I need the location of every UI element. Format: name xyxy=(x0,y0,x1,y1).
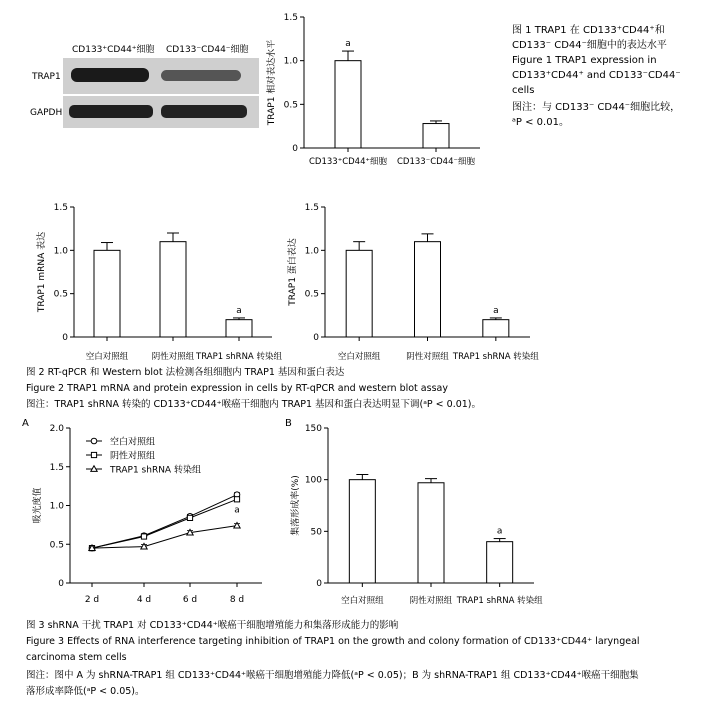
y-tick-label: 0 xyxy=(58,579,64,589)
y-tick-label: 0.5 xyxy=(49,540,64,551)
significance-label: a xyxy=(234,505,240,516)
caption-line: 图注：图中 A 为 shRNA-TRAP1 组 CD133⁺CD44⁺喉癌干细胞增殖能力降低(ᵃP < 0.05)；B 为 shRNA-TRAP1 组 CD133⁺CD44⁺喉癌干细胞集 xyxy=(26,670,639,681)
significance-label: a xyxy=(236,305,242,316)
category-label: TRAP1 shRNA 转染组 xyxy=(452,352,539,362)
legend-label: TRAP1 shRNA 转染组 xyxy=(110,465,201,476)
category-label: 空白对照组 xyxy=(337,352,381,362)
caption-line: 图注：TRAP1 shRNA 转染的 CD133⁺CD44⁺喉癌干细胞内 TRAP1 基因和蛋白表达明显下调(ᵃP < 0.01)。 xyxy=(26,399,482,410)
y-axis-label: TRAP1 mRNA 表达 xyxy=(37,231,47,313)
y-axis-label: TRAP1 相对表达水平 xyxy=(267,39,277,126)
category-label: TRAP1 shRNA 转染组 xyxy=(456,596,543,606)
caption-line: ᵃP < 0.01。 xyxy=(512,117,569,128)
category-label: 阴性对照组 xyxy=(406,352,449,362)
y-tick-label: 0 xyxy=(313,333,319,343)
bar xyxy=(487,542,513,583)
y-tick-label: 0 xyxy=(62,333,68,343)
caption-line: CD133⁻ CD44⁻细胞中的表达水平 xyxy=(512,40,667,51)
category-label: TRAP1 shRNA 转染组 xyxy=(196,352,282,362)
y-tick-label: 1.0 xyxy=(304,246,319,257)
caption-line: carcinoma stem cells xyxy=(26,652,127,663)
panel-letter: B xyxy=(285,418,292,429)
category-label: CD133⁺CD44⁺细胞 xyxy=(309,157,387,167)
x-tick-label: 2 d xyxy=(84,595,100,605)
y-tick-label: 1.5 xyxy=(49,462,64,473)
y-axis-label: 吸光度值 xyxy=(33,487,43,524)
category-label: 阴性对照组 xyxy=(409,596,453,606)
y-axis-label: TRAP1 蛋白表达 xyxy=(288,238,298,306)
bar xyxy=(418,483,444,583)
caption-line: cells xyxy=(512,85,535,96)
category-label: 阴性对照组 xyxy=(151,352,195,362)
caption-line: Figure 1 TRAP1 expression in xyxy=(512,55,657,66)
significance-label: a xyxy=(345,39,351,50)
caption-line: CD133⁺CD44⁺ and CD133⁻CD44⁻ xyxy=(512,70,681,81)
y-tick-label: 2.0 xyxy=(49,424,64,434)
blot-column-label: CD133⁺CD44⁺细胞 xyxy=(72,45,155,55)
legend-label: 阴性对照组 xyxy=(110,451,156,462)
blot-row-label: TRAP1 xyxy=(32,72,61,82)
y-tick-label: 1.0 xyxy=(53,246,68,257)
caption-line: 图注：与 CD133⁻ CD44⁻细胞比较， xyxy=(512,102,681,113)
category-label: 空白对照组 xyxy=(85,352,129,362)
y-tick-label: 1.5 xyxy=(304,203,319,213)
caption-line: 图 3 shRNA 干扰 TRAP1 对 CD133⁺CD44⁺喉癌干细胞增殖能力和集落形成能力的影响 xyxy=(26,620,399,631)
y-tick-label: 150 xyxy=(304,424,322,434)
legend-label: 空白对照组 xyxy=(110,437,156,448)
y-tick-label: 0.5 xyxy=(53,289,68,300)
category-label: 空白对照组 xyxy=(341,596,384,606)
caption-line: 图 1 TRAP1 在 CD133⁺CD44⁺和 xyxy=(512,25,665,36)
caption-line: 落形成率降低(ᵃP < 0.05)。 xyxy=(26,686,145,697)
blot-row-label: GAPDH xyxy=(30,108,63,118)
y-tick-label: 0.5 xyxy=(304,289,319,300)
y-axis-label: 集落形成率(%) xyxy=(291,475,301,536)
significance-label: a xyxy=(496,526,503,537)
panel-letter: A xyxy=(22,418,29,429)
y-tick-label: 1.0 xyxy=(49,501,64,512)
x-tick-label: 6 d xyxy=(182,595,198,605)
significance-label: a xyxy=(493,305,499,316)
y-tick-label: 100 xyxy=(304,475,322,486)
caption-line: Figure 3 Effects of RNA interference targeting inhibition of TRAP1 on the growth and colony formation of CD133⁺CD44⁺ laryngeal xyxy=(26,636,640,647)
y-tick-label: 1.5 xyxy=(53,203,68,213)
y-tick-label: 1.5 xyxy=(283,13,298,23)
y-tick-label: 0 xyxy=(292,144,298,154)
y-tick-label: 0 xyxy=(316,579,322,589)
x-tick-label: 4 d xyxy=(136,595,152,605)
y-tick-label: 50 xyxy=(310,527,322,538)
category-label: CD133⁻CD44⁻细胞 xyxy=(397,157,475,167)
caption-line: 图 2 RT-qPCR 和 Western blot 法检测各组细胞内 TRAP1 基因和蛋白表达 xyxy=(26,367,345,378)
caption-line: Figure 2 TRAP1 mRNA and protein expression in cells by RT-qPCR and western blot assay xyxy=(26,383,448,394)
blot-column-label: CD133⁻CD44⁻细胞 xyxy=(166,45,249,55)
y-tick-label: 1.0 xyxy=(283,56,298,67)
x-tick-label: 8 d xyxy=(229,595,245,605)
y-tick-label: 0.5 xyxy=(283,100,298,111)
bar xyxy=(349,480,375,583)
